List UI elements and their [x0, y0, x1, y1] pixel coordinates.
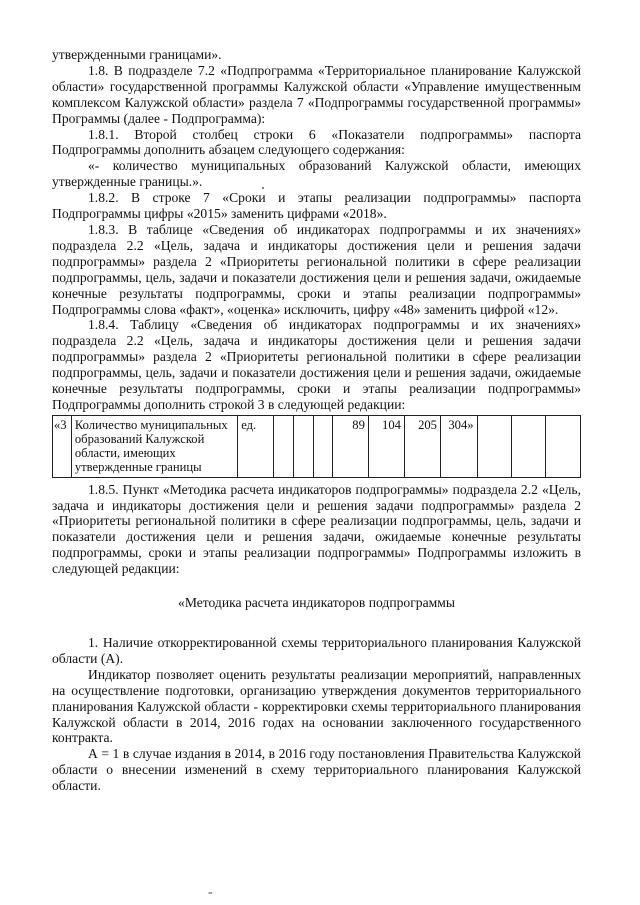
paragraph-1-8-1-quote: «- количество муниципальных образований Калужской области, имеющих утвержденные границы.».: [52, 158, 581, 190]
indicator-table: [52, 415, 581, 478]
paragraph-1-8-3: 1.8.3. В таблице «Сведения об индикаторах подпрограммы и их значениях» подраздела 2.2 «Цель, задача и индикаторы достижения цели и решения задачи подпрограммы» раздела 2 «Приоритеты региональной политики в сфере реализации подпрограммы, цель, задачи и показатели достижения цели и решения задачи, ожидаемые конечные результаты подпрограммы, сроки и этапы реализации подпрограммы» Подпрограммы слова «факт», «оценка» исключить, цифру «48» заменить цифрой «12».: [52, 221, 581, 317]
value-cell: 205: [404, 415, 440, 477]
paragraph-1-8-1: 1.8.1. Второй столбец строки 6 «Показатели подпрограммы» паспорта Подпрограммы дополнить абзацем следующего содержания:: [52, 126, 581, 158]
value-cell: 104: [368, 415, 404, 477]
paragraph-1-8: 1.8. В подразделе 7.2 «Подпрограмма «Территориальное планирование Калужской области» государственной программы Калужской области «Управление имущественным комплексом Калужской области» раздела 7 «Подпрограммы государственной программы» Программы (далее - Подпрограмма):: [52, 62, 581, 126]
paragraph-continuation: утвержденными границами».: [52, 47, 222, 62]
paragraph-1-8-4: 1.8.4. Таблицу «Сведения об индикаторах подпрограммы и их значениях» подраздела 2.2 «Цель, задача и индикаторы достижения цели и решения задачи подпрограммы» раздела 2 «Приоритеты региональной политики в сфере реализации подпрограммы, цель, задачи и показатели достижения цели и решения задачи, ожидаемые конечные результаты подпрограммы, сроки и этапы реализации подпрограммы» Подпрограммы дополнить строкой 3 в следующей редакции:: [52, 317, 581, 412]
document-page: [52, 47, 581, 794]
method-indicator-description: Индикатор позволяет оценить результаты реализации мероприятий, направленных на осуществление подготовки, организацию утверждения документов территориального планирования Калужской области - корректировки схемы территориального планирования Калужской области в 2014, 2016 годах на основании заключенного государственного контракта.: [52, 666, 581, 746]
value-cell: [293, 415, 313, 477]
method-formula-a: А = 1 в случае издания в 2014, в 2016 году постановления Правительства Калужской области о внесении изменений в схему территориального планирования Калужской области.: [52, 746, 581, 794]
indicator-name-cell: Количество муниципальных образований Калужской области, имеющих утвержденные границы: [71, 415, 237, 477]
row-number-cell: «3: [53, 415, 72, 477]
value-cell: 89: [333, 415, 369, 477]
table-row: [53, 415, 581, 477]
paragraph-1-8-5: 1.8.5. Пункт «Методика расчета индикаторов подпрограммы» подраздела 2.2 «Цель, задача и индикаторы достижения цели и решения задачи подпрограммы» раздела 2 «Приоритеты региональной политики в сфере реализации подпрограммы, цель, задачи и показатели достижения цели и решения задачи, ожидаемые конечные результаты подпрограммы, сроки и этапы реализации подпрограммы» Подпрограммы изложить в следующей редакции:: [52, 481, 581, 577]
value-cell: [511, 415, 545, 477]
value-cell: [313, 415, 333, 477]
value-cell: [273, 415, 293, 477]
method-title: «Методика расчета индикаторов подпрограммы: [178, 595, 455, 611]
method-item-1: 1. Наличие откорректированной схемы территориального планирования Калужской области (А).: [52, 635, 581, 666]
scan-speck: [262, 187, 264, 189]
value-cell: [546, 415, 581, 477]
paragraph-1-8-2: 1.8.2. В строке 7 «Сроки и этапы реализации подпрограммы» паспорта Подпрограммы цифры «2015» заменить цифрами «2018».: [52, 190, 581, 222]
value-cell: 304»: [440, 415, 477, 477]
footer-mark: -: [208, 885, 213, 900]
unit-cell: ед.: [238, 415, 274, 477]
value-cell: [477, 415, 511, 477]
